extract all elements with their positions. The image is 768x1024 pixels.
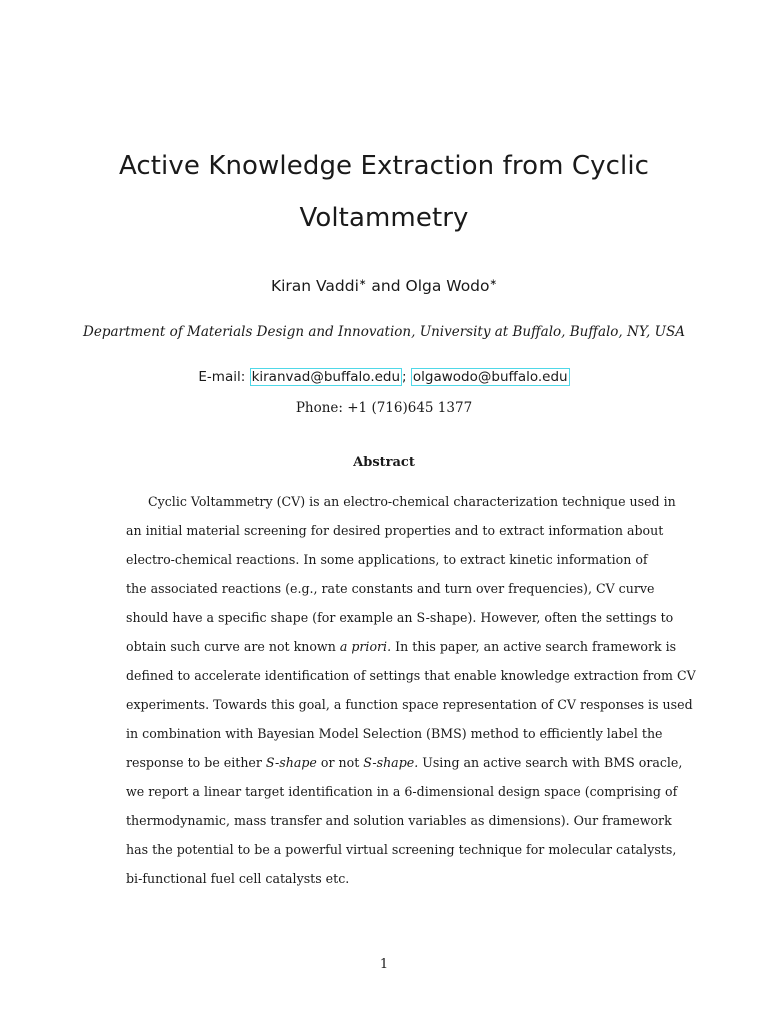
author-connector: and <box>371 277 401 295</box>
abstract-line: has the potential to be a powerful virtual screening technique for molecular catalysts, <box>126 842 677 857</box>
abstract-text: Using an active search with BMS oracle, <box>422 755 683 770</box>
abstract-text: In this paper, an active search framework is <box>395 639 677 654</box>
email-link-wodo[interactable]: olgawodo@buffalo.edu <box>412 369 568 385</box>
abstract-text: response to be either <box>126 755 262 770</box>
title-line-1: Active Knowledge Extraction from Cyclic <box>118 151 650 181</box>
phone-number: +1 (716)645 1377 <box>347 400 473 416</box>
paper-title <box>60 140 708 244</box>
abstract-line: electro-chemical reactions. In some applications, to extract kinetic information of <box>126 552 648 567</box>
abstract-text: or not <box>320 755 360 770</box>
email-label: E-mail: <box>198 369 246 385</box>
abstract-line: thermodynamic, mass transfer and solution variables as dimensions). Our framework <box>126 813 672 828</box>
abstract-emphasis: S-shape <box>265 755 317 770</box>
abstract-line: defined to accelerate identification of settings that enable knowledge extraction from CV <box>126 668 696 683</box>
abstract-line <box>126 632 677 661</box>
abstract-emphasis: a priori. <box>339 639 392 654</box>
author-name: Olga Wodo <box>405 277 490 295</box>
abstract-heading: Abstract <box>353 455 415 470</box>
abstract-body <box>126 487 696 893</box>
abstract-line: experiments. Towards this goal, a function space representation of CV responses is used <box>126 697 693 712</box>
abstract-line: in combination with Bayesian Model Selection (BMS) method to efficiently label the <box>126 726 663 741</box>
email-line <box>60 365 708 389</box>
abstract-line <box>126 748 683 777</box>
abstract-text: obtain such curve are not known <box>126 639 336 654</box>
abstract-line: bi-functional fuel cell catalysts etc. <box>126 871 350 886</box>
abstract-line: should have a specific shape (for example an S-shape). However, often the settings to <box>126 610 674 625</box>
phone-label: Phone: <box>295 400 343 416</box>
abstract-line: Cyclic Voltammetry (CV) is an electro-chemical characterization technique used in <box>148 494 676 509</box>
page-number: 1 <box>379 957 389 972</box>
abstract-line: we report a linear target identification in a 6-dimensional design space (comprising of <box>126 784 678 799</box>
email-separator: ; <box>402 369 407 385</box>
author-mark: ∗ <box>358 278 367 288</box>
affiliation: Department of Materials Design and Innovation, University at Buffalo, Buffalo, NY, USA <box>83 324 685 340</box>
abstract-line: the associated reactions (e.g., rate constants and turn over frequencies), CV curve <box>126 581 655 596</box>
author-list <box>60 270 708 299</box>
phone-line <box>60 396 708 420</box>
email-link-vaddi[interactable]: kiranvad@buffalo.edu <box>251 369 401 385</box>
abstract-emphasis: S-shape. <box>363 755 419 770</box>
title-line-2: Voltammetry <box>299 203 469 233</box>
author-name: Kiran Vaddi <box>270 277 359 295</box>
abstract-line: an initial material screening for desired properties and to extract information about <box>126 523 664 538</box>
author-mark: ∗ <box>489 278 498 288</box>
